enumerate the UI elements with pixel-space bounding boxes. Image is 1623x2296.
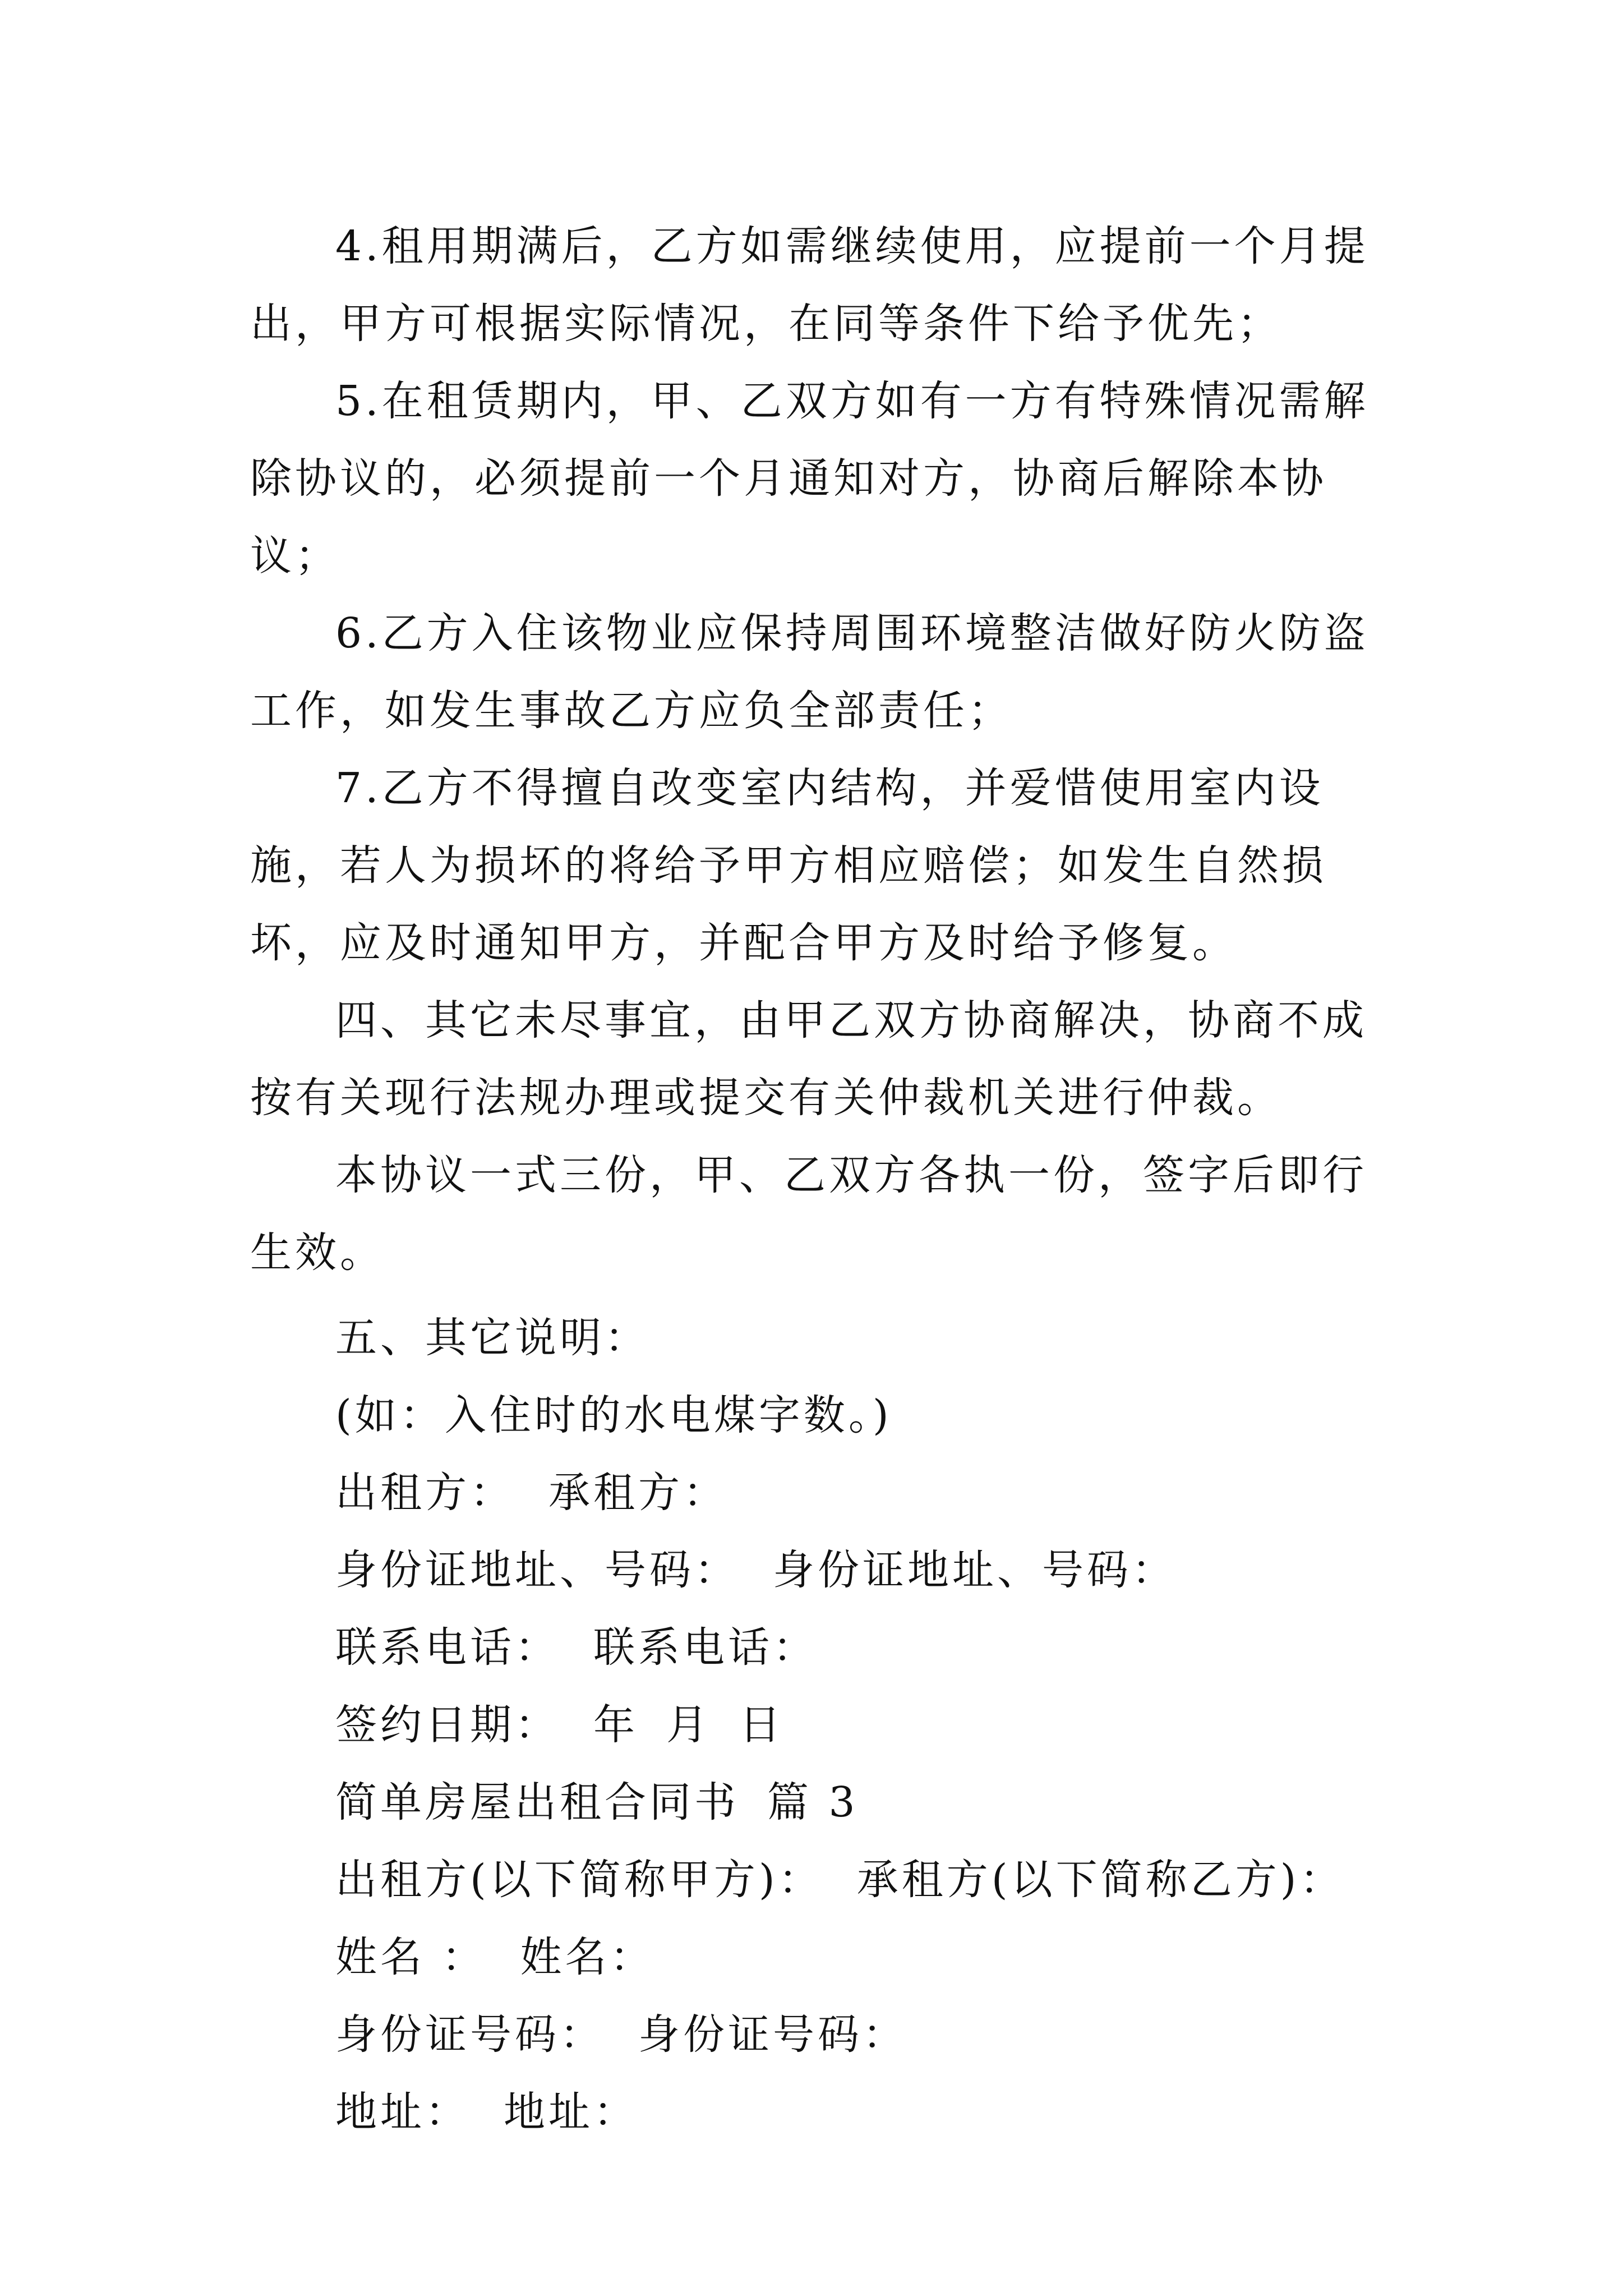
section-4: 四、其它未尽事宜，由甲乙双方协商解决，协商不成按有关现行法规办理或提交有关仲裁机关进行仲裁。 (250, 996, 1367, 1122)
name-left: 姓名 ： (335, 1933, 487, 1981)
address-row (250, 2073, 1389, 2151)
name-row (250, 1918, 1389, 1996)
example-note-text: (如：入住时的水电煤字数。) (335, 1391, 892, 1439)
address-left: 地址： (335, 2088, 470, 2136)
section-title: 简单房屋出租合同书 (335, 1778, 739, 1826)
lessee-label: 承租方： (548, 1469, 728, 1517)
phone-right: 联系电话： (593, 1623, 818, 1672)
clause-5: 5.在租赁期内，甲、乙双方如有一方有特殊情况需解除协议的，必须提前一个月通知对方，协商后解除本协议； (250, 377, 1369, 580)
name-right: 姓名： (520, 1933, 655, 1981)
id-number-left: 身份证号码： (335, 2010, 605, 2059)
parties-full-row (250, 1841, 1389, 1918)
clause-7: 7.乙方不得擅自改变室内结构，并爱惜使用室内设施，若人为损坏的将给予甲方相应赔偿；如发生自然损坏，应及时通知甲方，并配合甲方及时给予修复。 (250, 764, 1327, 967)
copies-clause: 本协议一式三份，甲、乙双方各执一份，签字后即行生效。 (250, 1151, 1367, 1277)
year-label: 年 (593, 1701, 638, 1749)
sign-date-label: 签约日期： (335, 1701, 560, 1749)
other-notes-text: 五、其它说明： (335, 1314, 649, 1362)
day-label: 日 (739, 1701, 784, 1749)
id-address-row (250, 1531, 1389, 1609)
clause-4: 4.租用期满后，乙方如需继续使用，应提前一个月提出，甲方可根据实际情况，在同等条件下给予优先； (250, 222, 1369, 348)
lessee-full: 承租方(以下简称乙方)： (856, 1856, 1345, 1904)
other-notes-heading (250, 1299, 1389, 1377)
address-right: 地址： (504, 2088, 638, 2136)
phone-row (250, 1609, 1389, 1686)
clause-6: 6.乙方入住该物业应保持周围环境整洁做好防火防盗工作，如发生事故乙方应负全部责任； (250, 609, 1369, 735)
id-address-right: 身份证地址、号码： (773, 1546, 1177, 1594)
section-number: 篇 3 (767, 1778, 859, 1826)
example-note (250, 1377, 1389, 1454)
month-label: 月 (666, 1701, 711, 1749)
lessor-full: 出租方(以下简称甲方)： (335, 1856, 823, 1904)
phone-left: 联系电话： (335, 1623, 560, 1672)
id-number-right: 身份证号码： (638, 2010, 907, 2059)
party-labels (250, 1454, 1389, 1531)
id-number-row (250, 1996, 1389, 2073)
document-body (250, 208, 1389, 2151)
id-address-left: 身份证地址、号码： (335, 1546, 739, 1594)
lessor-label: 出租方： (335, 1469, 515, 1517)
section-title-row (250, 1764, 1389, 1841)
sign-date-row (250, 1686, 1389, 1764)
